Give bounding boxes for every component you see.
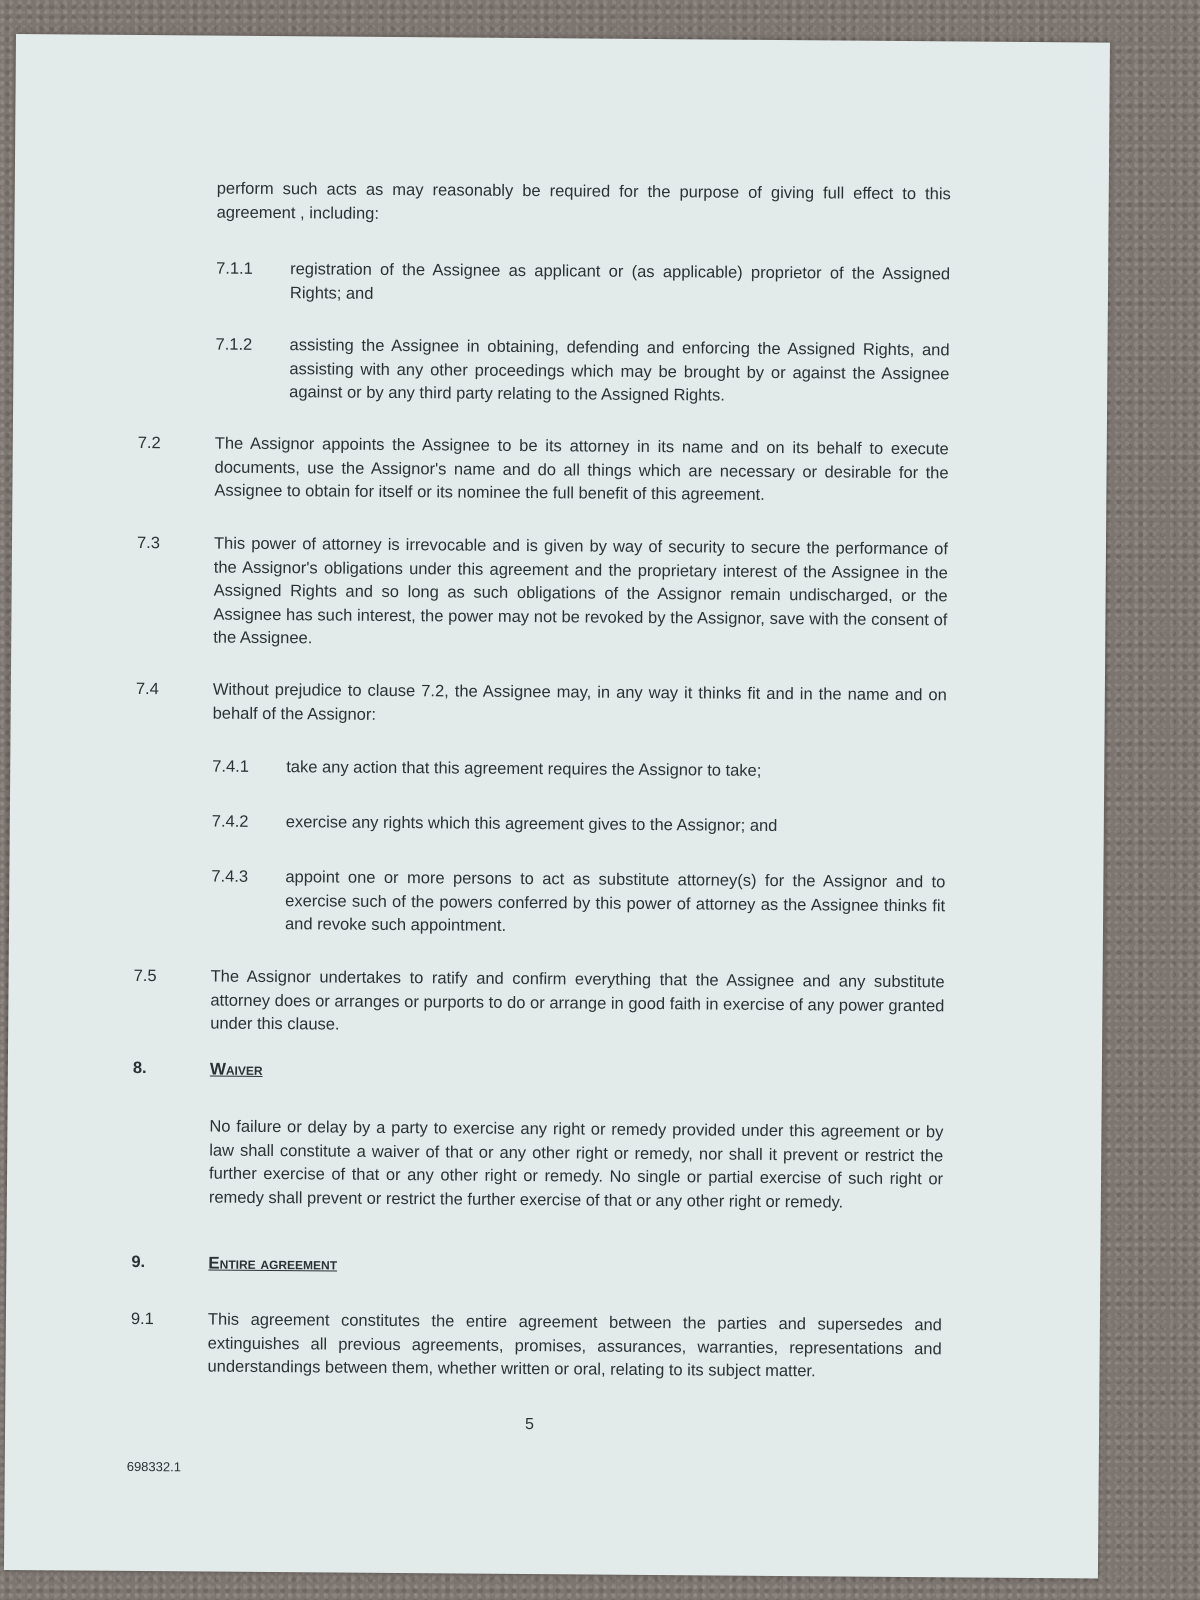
section-title-waiver: Waiver <box>209 1059 263 1079</box>
clause-text-7-5: The Assignor undertakes to ratify and confirm everything that the Assignee and any substitute attorney does or arranges or purports to do or arrange in good faith in exercise of any power granted under this clause. <box>210 967 945 1034</box>
document-page <box>4 34 1110 1579</box>
section-number-9: 9. <box>131 1252 146 1272</box>
clause-text-7-1-2: assisting the Assignee in obtaining, defending and enforcing the Assigned Rights, and assisting with any other proceedings which may be brought by or against the Assignee against or by any third party relating to the Assigned Rights. <box>289 336 950 405</box>
clause-text-7-3: This power of attorney is irrevocable and is given by way of security to secure the performance of the Assignor's obligations under this agreement and the proprietary interest of the Assignee in the Assigned Rights and so long as such obligations of the Assignor remain undischarged, or the Assignee has such interest, the power may not be revoked by the Assignor, save with the consent of the Assignee. <box>213 534 949 648</box>
page-number: 5 <box>525 1416 535 1434</box>
clause-number-9-1: 9.1 <box>130 1309 154 1329</box>
clause-number-7-3: 7.3 <box>136 533 161 553</box>
section-title-entire-agreement: Entire agreement <box>208 1253 338 1274</box>
clause-number-7-2: 7.2 <box>137 433 161 453</box>
clause-text-7-1-1: registration of the Assignee as applicant or (as applicable) proprietor of the Assigned Rights; and <box>289 260 951 303</box>
document-reference: 698332.1 <box>126 1458 182 1475</box>
clause-text-7-4-1: take any action that this agreement requires the Assignor to take; <box>286 758 762 780</box>
clause-number-7-1-1: 7.1.1 <box>216 259 253 278</box>
clause-text-9-1: This agreement constitutes the entire agreement between the parties and supersedes and extinguishes all previous agreements, promises, assurances, warranties, representations and understandings between them, whether written or oral, relating to its subject matter. <box>207 1310 942 1381</box>
clause-number-7-1-2: 7.1.2 <box>215 335 253 354</box>
waiver-paragraph: No failure or delay by a party to exercise any right or remedy provided under this agreement or by law shall constitute a waiver of that or any other right or remedy, nor shall it prevent or restrict the further exercise of that or any other right or remedy. No single or partial exercise of such right or remedy shall prevent or restrict the further exercise of that or any other right or remedy. <box>208 1117 944 1212</box>
clause-text-7-4: Without prejudice to clause 7.2, the Assignee may, in any way it thinks fit and in the name and on behalf of the Assignor: <box>212 680 947 724</box>
intro-paragraph: perform such acts as may reasonably be required for the purpose of giving full effect to this agreement , including: <box>216 179 951 223</box>
section-number-8: 8. <box>132 1058 147 1078</box>
clause-number-7-4-3: 7.4.3 <box>211 867 249 886</box>
clause-number-7-4: 7.4 <box>135 679 159 699</box>
clause-number-7-4-1: 7.4.1 <box>212 757 250 776</box>
clause-text-7-4-3: appoint one or more persons to act as substitute attorney(s) for the Assignor and to exercise such of the powers conferred by this power of attorney as the Assignee thinks fit and revoke such appointment. <box>284 868 946 935</box>
clause-number-7-5: 7.5 <box>133 966 157 986</box>
clause-text-7-2: The Assignor appoints the Assignee to be its attorney in its name and on its behalf to execute documents, use the Assignor's name and do all things which are necessary or desirable for the Assignee to obtain for itself or its nominee the full benefit of this agreement. <box>214 434 949 504</box>
clause-number-7-4-2: 7.4.2 <box>211 812 249 831</box>
clause-text-7-4-2: exercise any rights which this agreement gives to the Assignor; and <box>285 813 778 836</box>
